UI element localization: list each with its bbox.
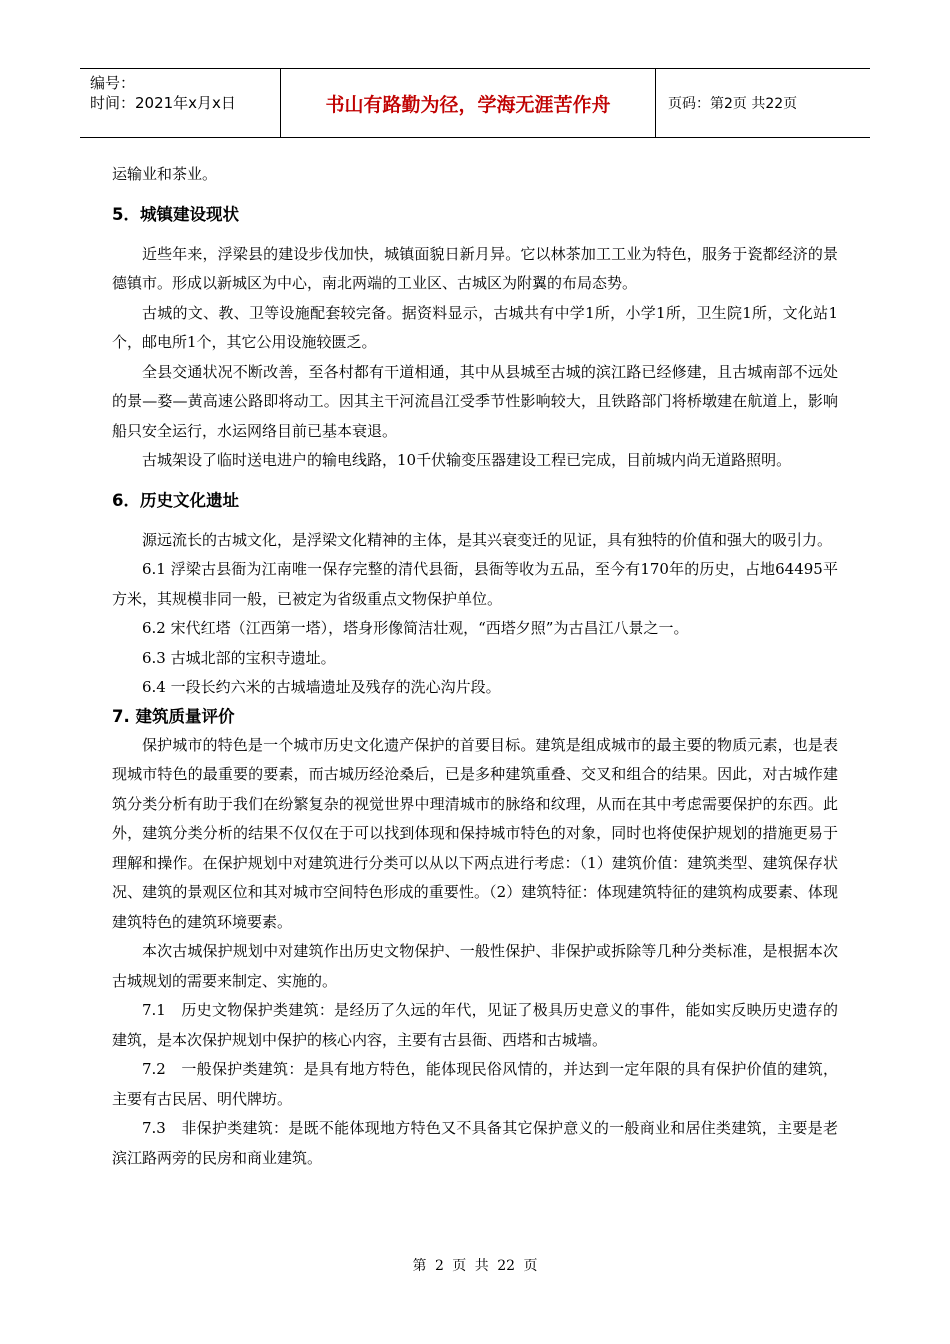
paragraph: 近些年来，浮梁县的建设步伐加快，城镇面貌日新月异。它以林茶加工工业为特色，服务于瓷都经济的景德镇市。形成以新城区为中心，南北两端的工业区、古城区为附翼的布局态势。	[112, 244, 838, 292]
header-motto: 书山有路勤为径，学海无涯苦作舟	[281, 69, 656, 137]
list-item: 6.2 宋代红塔（江西第一塔），塔身形像简洁壮观，“西塔夕照”为古昌江八景之一。	[142, 619, 689, 637]
section-heading-7: 7. 建筑质量评价	[112, 706, 235, 726]
paragraph: 运输业和茶业。	[112, 165, 218, 183]
doc-number-label: 编号：	[90, 74, 136, 92]
list-item: 6.3 古城北部的宝积寺遗址。	[142, 648, 336, 667]
list-item: 6.4 一段长约六米的古城墙遗址及残存的洗心沟片段。	[142, 678, 501, 696]
list-item: 7.1 历史文物保护类建筑：是经历了久远的年代，见证了极具历史意义的事件，能如实反映历史遗存的建筑，是本次保护规划中保护的核心内容，主要有古县衙、西塔和古城墙。	[112, 1001, 838, 1049]
page-footer: 第 2 页 共 22 页	[412, 1258, 538, 1274]
list-item: 7.3 非保护类建筑：是既不能体现地方特色又不具备其它保护意义的一般商业和居住类建筑，主要是老滨江路两旁的民房和商业建筑。	[112, 1119, 838, 1167]
doc-date-label: 时间：2021年x月x日	[90, 94, 236, 112]
header-page-info: 页码：第2页 共22页	[668, 96, 798, 112]
list-item: 7.2 一般保护类建筑：是具有地方特色，能体现民俗风情的，并达到一定年限的具有保护价值的建筑，主要有古民居、明代牌坊。	[112, 1060, 838, 1108]
document-body	[112, 160, 838, 1173]
paragraph: 全县交通状况不断改善，至各村都有干道相通，其中从县城至古城的滨江路已经修建，且古城南部不远处的景—婺—黄高速公路即将动工。因其主干河流昌江受季节性影响较大，且铁路部门将桥墩建在航道上，影响船只安全运行，水运网络目前已基本衰退。	[112, 362, 838, 440]
list-item: 6.1 浮梁古县衙为江南唯一保存完整的清代县衙，县衙等收为五品，至今有170年的历史，占地64495平方米，其规模非同一般，已被定为省级重点文物保护单位。	[112, 560, 838, 608]
page-header	[80, 68, 870, 138]
paragraph: 古城的文、教、卫等设施配套较完备。据资料显示，古城共有中学1所，小学1所，卫生院1所，文化站1个，邮电所1个，其它公用设施较匮乏。	[112, 303, 838, 351]
paragraph: 本次古城保护规划中对建筑作出历史文物保护、一般性保护、非保护或拆除等几种分类标准，是根据本次古城规划的需要来制定、实施的。	[112, 942, 838, 990]
header-meta	[80, 69, 281, 137]
section-heading-6: 6．历史文化遗址	[112, 490, 239, 510]
paragraph: 古城架设了临时送电进户的输电线路，10千伏输变压器建设工程已完成，目前城内尚无道路照明。	[142, 451, 792, 469]
section-heading-5: 5．城镇建设现状	[112, 204, 239, 224]
paragraph: 源远流长的古城文化，是浮梁文化精神的主体，是其兴衰变迁的见证，具有独特的价值和强大的吸引力。	[142, 530, 833, 549]
paragraph: 保护城市的特色是一个城市历史文化遗产保护的首要目标。建筑是组成城市的最主要的物质元素，也是表现城市特色的最重要的要素，而古城历经沧桑后，已是多种建筑重叠、交叉和组合的结果。因此，对古城作建筑分类分析有助于我们在纷繁复杂的视觉世界中理清城市的脉络和纹理，从而在其中考虑需要保护的东西。此外，建筑分类分析的结果不仅仅在于可以找到体现和保持城市特色的对象，同时也将使保护规划的措施更易于理解和操作。在保护规划中对建筑进行分类可以从以下两点进行考虑：（1）建筑价值：建筑类型、建筑保存状况、建筑的景观区位和其对城市空间特色形成的重要性。（2）建筑特征：体现建筑特征的建筑构成要素、体现建筑特色的建筑环境要素。	[112, 735, 838, 931]
